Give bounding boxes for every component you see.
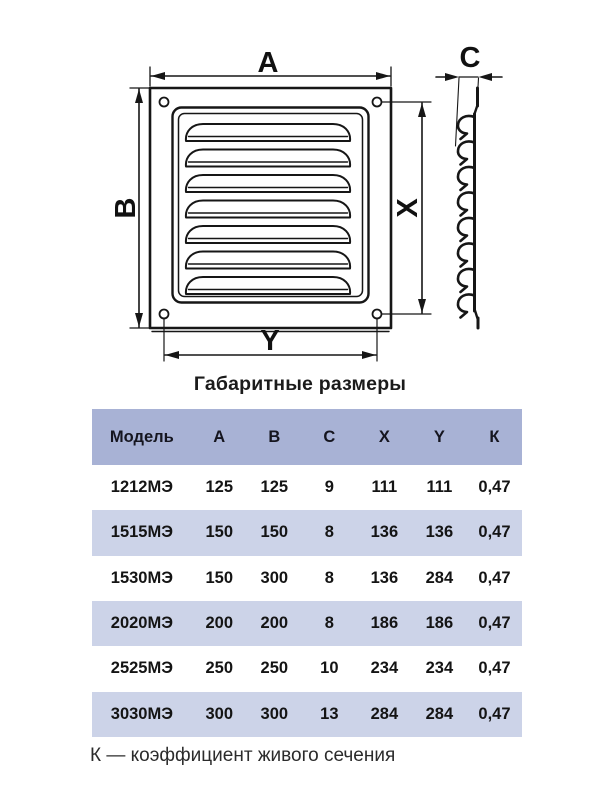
model-cell: 2525МЭ xyxy=(110,659,173,678)
model-cell: 1530МЭ xyxy=(110,568,173,587)
value-cell: 150 xyxy=(205,523,234,542)
louver xyxy=(186,124,350,141)
column-header-x: X xyxy=(378,427,390,446)
dimension-b xyxy=(110,88,149,328)
value-cell: 125 xyxy=(205,478,234,497)
side-louver xyxy=(458,141,475,164)
louver xyxy=(186,175,350,192)
value-cell: 300 xyxy=(260,568,289,587)
arrowhead xyxy=(151,72,165,80)
value-cell: 136 xyxy=(370,568,399,587)
value-cell: 0,47 xyxy=(478,568,511,587)
value-cell: 186 xyxy=(370,614,399,633)
louver xyxy=(186,150,350,167)
value-cell: 300 xyxy=(205,704,234,723)
value-cell: 0,47 xyxy=(478,659,511,678)
value-cell: 250 xyxy=(205,659,234,678)
value-cell: 136 xyxy=(370,523,399,542)
value-cell: 10 xyxy=(320,659,339,678)
value-cell: 200 xyxy=(260,614,289,633)
value-cell: 150 xyxy=(205,568,234,587)
arrowhead xyxy=(445,73,459,81)
arrowhead xyxy=(418,299,426,313)
model-cell: 1212МЭ xyxy=(110,478,173,497)
value-cell: 111 xyxy=(426,478,453,497)
arrowhead xyxy=(479,73,493,81)
column-header-c: C xyxy=(323,427,336,446)
value-cell: 111 xyxy=(371,478,398,497)
arrowhead xyxy=(418,103,426,117)
value-cell: 136 xyxy=(425,523,454,542)
value-cell: 234 xyxy=(425,659,454,678)
value-cell: 8 xyxy=(324,614,334,633)
model-cell: 1515МЭ xyxy=(110,523,173,542)
arrowhead xyxy=(362,351,376,359)
value-cell: 125 xyxy=(260,478,289,497)
louver xyxy=(186,252,350,269)
side-louver xyxy=(458,167,475,190)
value-cell: 284 xyxy=(425,568,454,587)
table-row xyxy=(92,601,522,646)
value-cell: 250 xyxy=(260,659,289,678)
value-cell: 200 xyxy=(205,614,234,633)
table-row xyxy=(92,510,522,555)
dimension-c xyxy=(436,42,502,146)
side-louver xyxy=(458,116,475,139)
dimension-a xyxy=(150,47,391,86)
value-cell: 186 xyxy=(425,614,454,633)
table-header-row xyxy=(92,409,522,465)
louvers xyxy=(186,124,350,294)
value-cell: 0,47 xyxy=(478,704,511,723)
column-header-k: К xyxy=(489,427,500,446)
value-cell: 284 xyxy=(370,704,399,723)
grille-side-view xyxy=(458,88,478,328)
value-cell: 0,47 xyxy=(478,478,511,497)
side-louver xyxy=(458,218,475,241)
arrowhead xyxy=(376,72,390,80)
column-header-y: Y xyxy=(433,427,445,446)
value-cell: 13 xyxy=(320,704,339,723)
diagram-caption: Габаритные размеры xyxy=(193,373,407,395)
side-louver xyxy=(458,294,475,317)
side-louver-teeth xyxy=(458,116,475,318)
dim-label-c: C xyxy=(459,42,481,74)
column-header-model: Модель xyxy=(109,427,174,446)
side-louver xyxy=(458,269,475,292)
value-cell: 300 xyxy=(260,704,289,723)
table-row xyxy=(92,646,522,691)
arrowhead xyxy=(135,89,143,103)
table-row xyxy=(92,692,522,737)
arrowhead xyxy=(135,313,143,327)
table-row xyxy=(92,556,522,601)
footnote-k-definition: К — коэффициент живого сечения xyxy=(90,745,396,766)
louver xyxy=(186,226,350,243)
value-cell: 0,47 xyxy=(478,614,511,633)
model-cell: 3030МЭ xyxy=(110,704,173,723)
table-row xyxy=(92,465,522,510)
value-cell: 234 xyxy=(370,659,399,678)
louver xyxy=(186,201,350,218)
value-cell: 8 xyxy=(324,523,334,542)
column-header-a: A xyxy=(213,427,226,446)
louver xyxy=(186,277,350,294)
dim-label-y: Y xyxy=(260,325,280,357)
value-cell: 8 xyxy=(324,568,334,587)
value-cell: 284 xyxy=(425,704,454,723)
side-louver xyxy=(458,243,475,266)
side-louver xyxy=(458,192,475,215)
grille-front-view xyxy=(150,88,391,332)
value-cell: 0,47 xyxy=(478,523,511,542)
column-header-b: B xyxy=(268,427,281,446)
model-cell: 2020МЭ xyxy=(110,614,173,633)
dim-label-x: X xyxy=(392,198,424,218)
dimensions-table xyxy=(92,409,522,737)
dim-label-a: A xyxy=(257,47,279,79)
value-cell: 9 xyxy=(324,478,334,497)
arrowhead xyxy=(165,351,179,359)
value-cell: 150 xyxy=(260,523,289,542)
dim-label-b: B xyxy=(110,197,142,219)
